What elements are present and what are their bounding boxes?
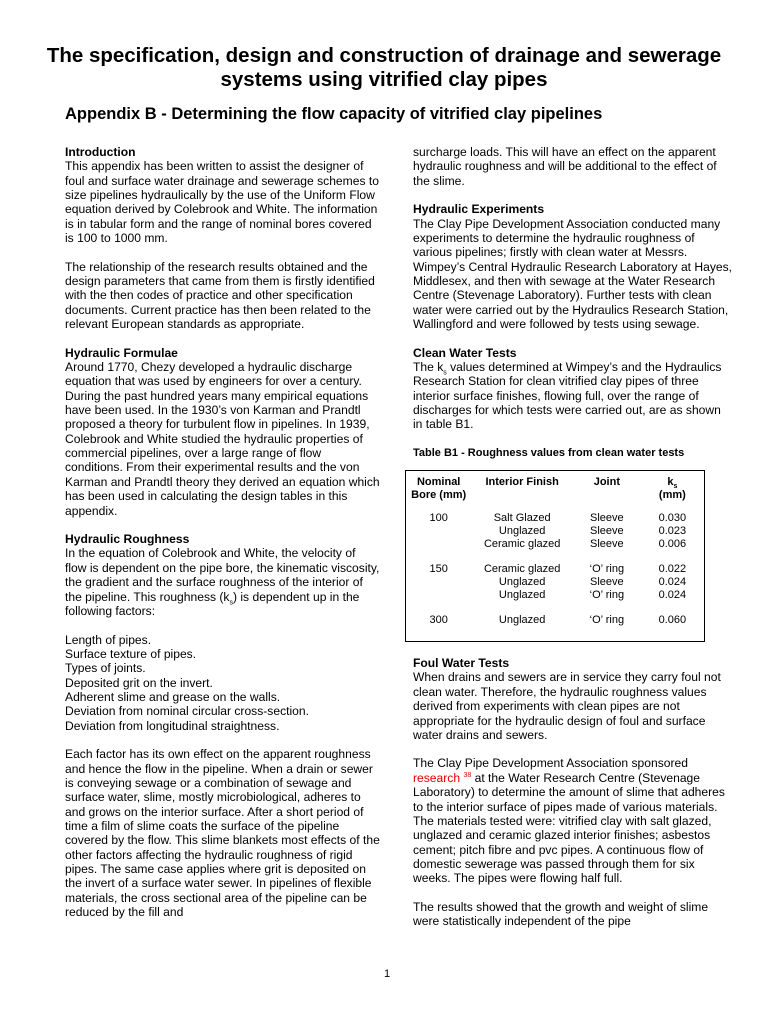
- table-cell-joint: Sleeve: [590, 525, 624, 538]
- paragraph-intro-1: This appendix has been written to assist the designer of foul and surface water drainage and sewerage schemes to size pipelines hydraulically by the use of the Uniform Flow equation derived by Colebrook and White. The information is in tabular form and the range of nominal bores covered is 100 to 1000 mm.: [65, 159, 379, 246]
- table-cell-ks: 0.006: [658, 538, 687, 551]
- table-cell-ks: 0.060: [658, 614, 687, 627]
- text-run: values determined at Wimpey’s and the Hydraulics Research Station for clean vitrified clay pipes of three interior surface finishes, flowing full, over the range of discharges for which tests were carried out, are as shown in table B1.: [413, 360, 722, 432]
- table-cell-bore: [406, 538, 472, 563]
- table-cell-joint: ‘O’ ring: [589, 563, 625, 576]
- table-cell-ks: 0.024: [658, 589, 687, 602]
- table-row: [406, 563, 705, 576]
- paragraph-intro-2: The relationship of the research results obtained and the design parameters that came from them is firstly identified with the then codes of practice and other specification documents. Current practice has then been related to the relevant European standards as appropriate.: [65, 259, 375, 332]
- list-item: Adherent slime and grease on the walls.: [65, 689, 281, 704]
- table-cell-bore: 100: [429, 512, 448, 525]
- left-column: [65, 145, 380, 919]
- table-row: [406, 614, 705, 642]
- paragraph-continuation: surcharge loads. This will have an effect on the apparent hydraulic roughness and will be additional to the effect of the slime.: [413, 145, 717, 188]
- table-cell-joint: Sleeve: [590, 538, 624, 551]
- table-header-row: [406, 471, 705, 513]
- list-item: Length of pipes.: [65, 632, 152, 647]
- table-row: [406, 525, 705, 538]
- research-reference-link[interactable]: research: [413, 770, 461, 785]
- table-cell-joint: Sleeve: [590, 576, 624, 589]
- table-cell-bore: [406, 576, 472, 589]
- section-heading-clean-water-tests: Clean Water Tests: [413, 345, 517, 360]
- text-run: The k: [413, 360, 444, 375]
- text-run: The Clay Pipe Development Association sponsored: [413, 756, 688, 771]
- paragraph-results: The results showed that the growth and weight of slime were statistically independent of the pipe: [413, 899, 709, 929]
- text-run: (mm): [658, 489, 686, 502]
- table-cell-bore: [406, 589, 472, 614]
- subscript-s: s: [229, 598, 233, 606]
- list-item: Deviation from nominal circular cross-section.: [65, 704, 309, 719]
- subscript-s: s: [443, 369, 447, 377]
- table-row: [406, 512, 705, 525]
- page-number: 1: [384, 968, 391, 980]
- column-header-nominal-bore: Nominal Bore (mm): [411, 476, 467, 502]
- paragraph-hydraulic-experiments: The Clay Pipe Development Association conducted many experiments to determine the hydraulic roughness of various pipelines; firstly with clean water at Messrs. Wimpey’s Central Hydraulic Research Laboratory at Hayes, Middlesex, and then with sewage at the Water Research Centre (Stevenage Laboratory). Further tests with clean water were carried out by the Hydraulics Research Station, Wallingford and were followed by tests using sewage.: [413, 216, 733, 332]
- table-row: [406, 589, 705, 614]
- text-run: ) is dependent up in the following factors:: [65, 589, 360, 618]
- paragraph-clean-water-tests: [413, 360, 733, 432]
- list-item: Types of joints.: [65, 661, 146, 676]
- table-cell-finish: Unglazed: [498, 589, 546, 602]
- list-item: Surface texture of pipes.: [65, 646, 197, 661]
- table-cell-finish: Unglazed: [498, 525, 546, 538]
- paragraph-hydraulic-roughness: [65, 546, 380, 618]
- section-heading-hydraulic-roughness: Hydraulic Roughness: [65, 532, 190, 547]
- table-caption: Table B1 - Roughness values from clean water tests: [413, 446, 685, 459]
- section-heading-hydraulic-experiments: Hydraulic Experiments: [413, 202, 545, 217]
- table-cell-bore: [406, 525, 472, 538]
- section-heading-hydraulic-formulae: Hydraulic Formulae: [65, 345, 178, 360]
- section-heading-introduction: Introduction: [65, 145, 136, 159]
- table-cell-finish: Unglazed: [498, 614, 546, 627]
- table-cell-joint: Sleeve: [590, 512, 624, 525]
- document-title: The specification, design and construction of drainage and sewerage systems using vitrified clay pipes: [46, 44, 722, 91]
- table-cell-finish: Ceramic glazed: [483, 538, 561, 551]
- list-item: Deposited grit on the invert.: [65, 675, 213, 690]
- table-cell-finish: Unglazed: [498, 576, 546, 589]
- right-column: [413, 145, 733, 929]
- table-cell-bore: 300: [429, 614, 448, 627]
- table-cell-ks: 0.024: [658, 576, 687, 589]
- appendix-heading: Appendix B - Determining the flow capacity of vitrified clay pipelines: [65, 105, 603, 123]
- list-item: Deviation from longitudinal straightness.: [65, 718, 280, 733]
- table-cell-joint: ‘O’ ring: [589, 589, 625, 602]
- text-run: In the equation of Colebrook and White, the velocity of flow is dependent on the pipe bore, the kinematic viscosity, the gradient and the surface roughness of the interior of the pipeline. This roughness (k: [65, 546, 380, 604]
- roughness-factor-list: [65, 633, 380, 733]
- table-cell-finish: Salt Glazed: [493, 512, 551, 525]
- table-cell-joint: ‘O’ ring: [589, 614, 625, 627]
- section-heading-foul-water-tests: Foul Water Tests: [413, 656, 510, 671]
- table-cell-finish: Ceramic glazed: [483, 563, 561, 576]
- column-header-interior-finish: Interior Finish: [485, 476, 559, 489]
- text-run: at the Water Research Centre (Stevenage Laboratory) to determine the amount of slime that adheres to the interior surface of pipes made of various materials. The materials tested were: vitrified clay with salt glazed, unglazed and ceramic glazed interior finishes; asbestos cement; pitch fibre and pvc pipes. A continuous flow of domestic sewerage was passed through them for six weeks. The pipes were flowing half full.: [413, 770, 725, 886]
- table-cell-ks: 0.023: [658, 525, 687, 538]
- table-cell-ks: 0.030: [658, 512, 687, 525]
- reference-number: 38: [463, 771, 472, 779]
- paragraph-foul-water-tests: When drains and sewers are in service they carry foul not clean water. Therefore, the hydraulic roughness values derived from experiments with clean pipes are not appropriate for the hydraulic design of foul and surface water drains and sewers.: [413, 670, 721, 742]
- table-cell-ks: 0.022: [658, 563, 687, 576]
- column-header-ks: [641, 471, 705, 513]
- table-row: [406, 576, 705, 589]
- paragraph-hydraulic-formulae: Around 1770, Chezy developed a hydraulic discharge equation that was used by engineers for over a century. During the past hundred years many empirical equations have been used. In the 1930’s von Karman and Prandtl proposed a theory for turbulent flow in pipelines. In 1939, Colebrook and White studied the hydraulic properties of commercial pipelines, over a large range of flow conditions. From their experimental results and the von Karman and Prandtl theory they derived an equation which has been used in calculating the design tables in this appendix.: [65, 360, 380, 518]
- paragraph-cpda-research: [413, 756, 733, 885]
- table-row: [406, 538, 705, 563]
- paragraph-factor-effects: Each factor has its own effect on the apparent roughness and hence the flow in the pipeline. When a drain or sewer is conveying sewage or a combination of sewage and surface water, slime, mostly microbiological, adheres to and grows on the interior surface. After a short period of time a film of slime coats the surface of the pipeline covered by the flow. This slime blankets most effects of the other factors affecting the hydraulic roughness of rigid pipes. The same case applies where grit is deposited on the invert of a surface water sewer. In pipelines of flexible materials, the cross sectional area of the pipeline can be reduced by the fill and: [65, 747, 380, 919]
- subscript-s: s: [673, 483, 678, 491]
- table-cell-bore: 150: [429, 563, 448, 576]
- roughness-table: [405, 470, 705, 642]
- text-run: k: [667, 476, 674, 489]
- column-header-joint: Joint: [593, 476, 620, 489]
